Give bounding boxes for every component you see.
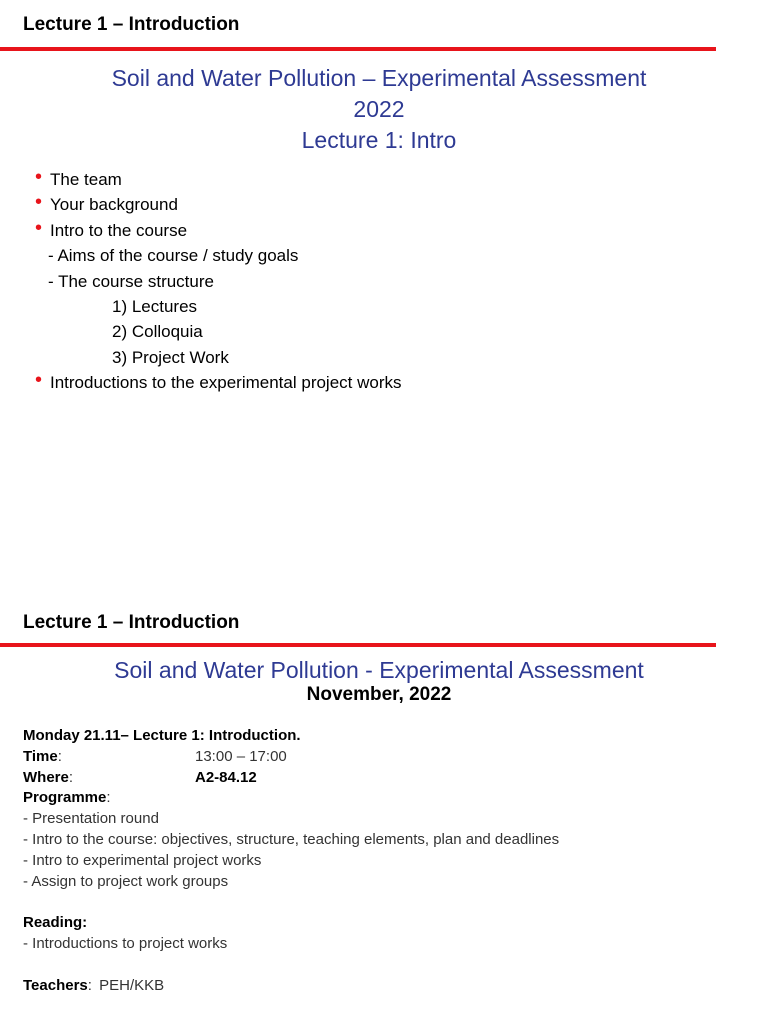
- bullet-icon: •: [35, 216, 43, 239]
- list-item: • Introductions to the experimental project works: [35, 369, 402, 393]
- title-line-3: Lecture 1: Intro: [301, 127, 457, 153]
- slide-1-red-rule: [0, 47, 716, 51]
- bullet-icon: •: [35, 166, 43, 188]
- bullet-icon: •: [35, 369, 43, 392]
- programme-row: Programme:: [23, 789, 111, 807]
- reading-item: - Introductions to project works: [23, 934, 228, 952]
- where-label: Where: [23, 768, 69, 786]
- list-item: • The team: [35, 166, 122, 189]
- bullet-icon: •: [35, 191, 43, 214]
- numbered-item: 2) Colloquia: [112, 322, 203, 342]
- numbered-item: 1) Lectures: [112, 297, 198, 317]
- slide-2-title: Soil and Water Pollution - Experimental Assessment: [114, 657, 644, 683]
- time-value: 13:00 – 17:00: [195, 747, 287, 765]
- teachers-value: PEH/KKB: [99, 976, 165, 994]
- sub-list-item: - The course structure: [48, 271, 214, 291]
- teachers-row: Teachers: PEH/KKB: [23, 976, 165, 994]
- where-value: A2-84.12: [195, 768, 257, 786]
- where-row: Where: A2-84.12: [23, 768, 559, 789]
- numbered-item: 3) Project Work: [112, 347, 229, 367]
- title-line-1: Soil and Water Pollution – Experimental Assessment: [111, 65, 647, 91]
- title-line-2: 2022: [353, 96, 405, 122]
- programme-item: - Intro to experimental project works: [23, 851, 262, 869]
- programme-item: - Intro to the course: objectives, structure, teaching elements, plan and deadlines: [23, 830, 560, 848]
- slide-1-title: [0, 63, 758, 156]
- slide-2-header: Lecture 1 – Introduction: [23, 612, 240, 633]
- list-item: • Intro to the course: [35, 216, 188, 240]
- agenda-list: [36, 167, 402, 396]
- reading-label: Reading:: [23, 914, 88, 932]
- sub-list-item: - Aims of the course / study goals: [48, 246, 299, 266]
- slide-2-date: November, 2022: [306, 684, 452, 705]
- time-label: Time: [23, 747, 58, 765]
- day-line: Monday 21.11– Lecture 1: Introduction.: [23, 727, 301, 744]
- time-row: Time: 13:00 – 17:00: [23, 747, 559, 768]
- slide-2: [0, 598, 768, 1024]
- slide-2-red-rule: [0, 643, 716, 647]
- schedule-block: [23, 726, 559, 996]
- programme-item: - Assign to project work groups: [23, 872, 229, 890]
- slide-1-header: Lecture 1 – Introduction: [23, 14, 240, 35]
- teachers-label: Teachers: [23, 976, 88, 994]
- list-item: • Your background: [35, 191, 178, 215]
- programme-label: Programme: [23, 789, 107, 807]
- programme-item: - Presentation round: [23, 810, 159, 828]
